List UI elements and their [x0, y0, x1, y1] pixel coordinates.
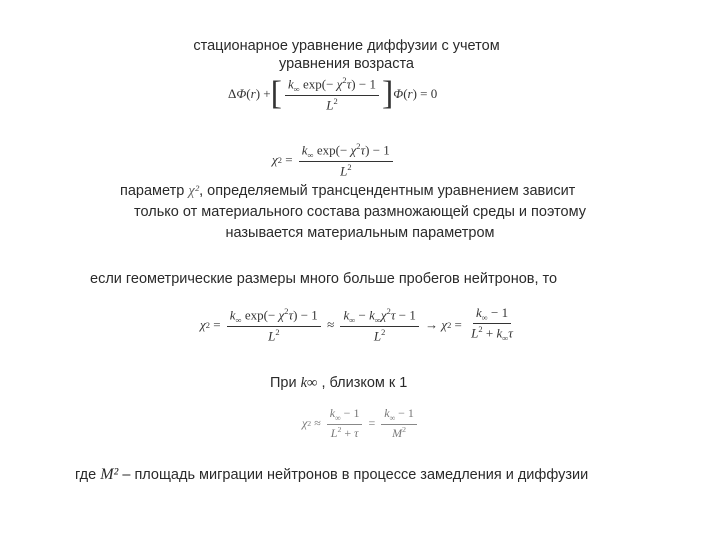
title-line-1: стационарное уравнение диффузии с учетом — [193, 38, 500, 54]
geometric-condition-text: если геометрические размеры много больше пробегов нейтронов, то — [90, 271, 558, 287]
chi-squared-equation: χ 2 = $\frac{k_\infty \exp(- \chi^2\tau) - 1}{L^2}$ — [272, 142, 396, 178]
m-squared-symbol: M² — [100, 466, 119, 483]
footer-line — [75, 465, 588, 485]
near-one-prefix: При — [270, 375, 297, 391]
migration-area-equation: χ 2 ≈ $\frac{k_\infty - 1}{L^2 + \tau}$ = $\frac{k_\infty - 1}{M^2}$ — [302, 407, 420, 439]
parameter-rest: , определяемый трансцендентным уравнением зависит — [199, 183, 576, 199]
title-line-2: уравнения возраста — [279, 56, 414, 72]
near-one-line — [270, 374, 407, 393]
parameter-line-2: только от материального состава размножающей среды и поэтому — [134, 204, 586, 220]
k-infinity-symbol: k∞ — [300, 375, 318, 391]
approximation-equation: χ 2 = $\frac{k_\infty \exp(- \chi^2\tau) - 1}{L^2}$ ≈ $\frac{k_\infty - k_\infty\chi^2\tau - 1}{L^2}$ → χ 2 = $\frac{k_\infty - 1}{L^2 + k_\infty\tau}$ — [200, 305, 513, 344]
footer-text: – площадь миграции нейтронов в процессе замедления и диффузии — [122, 467, 589, 483]
parameter-line-1 — [120, 182, 575, 201]
footer-prefix: где — [75, 467, 97, 483]
parameter-prefix: параметр — [120, 183, 185, 199]
near-one-suffix: , близком к 1 — [321, 375, 408, 391]
chi-symbol: χ² — [188, 183, 200, 199]
diffusion-equation: Δ Φ ( r ) + [ $\frac{k_\infty \exp(- \chi^2\tau) - 1}{L^2}$ ] Φ ( r ) = 0 — [228, 74, 438, 113]
parameter-line-3: называется материальным параметром — [225, 225, 495, 241]
